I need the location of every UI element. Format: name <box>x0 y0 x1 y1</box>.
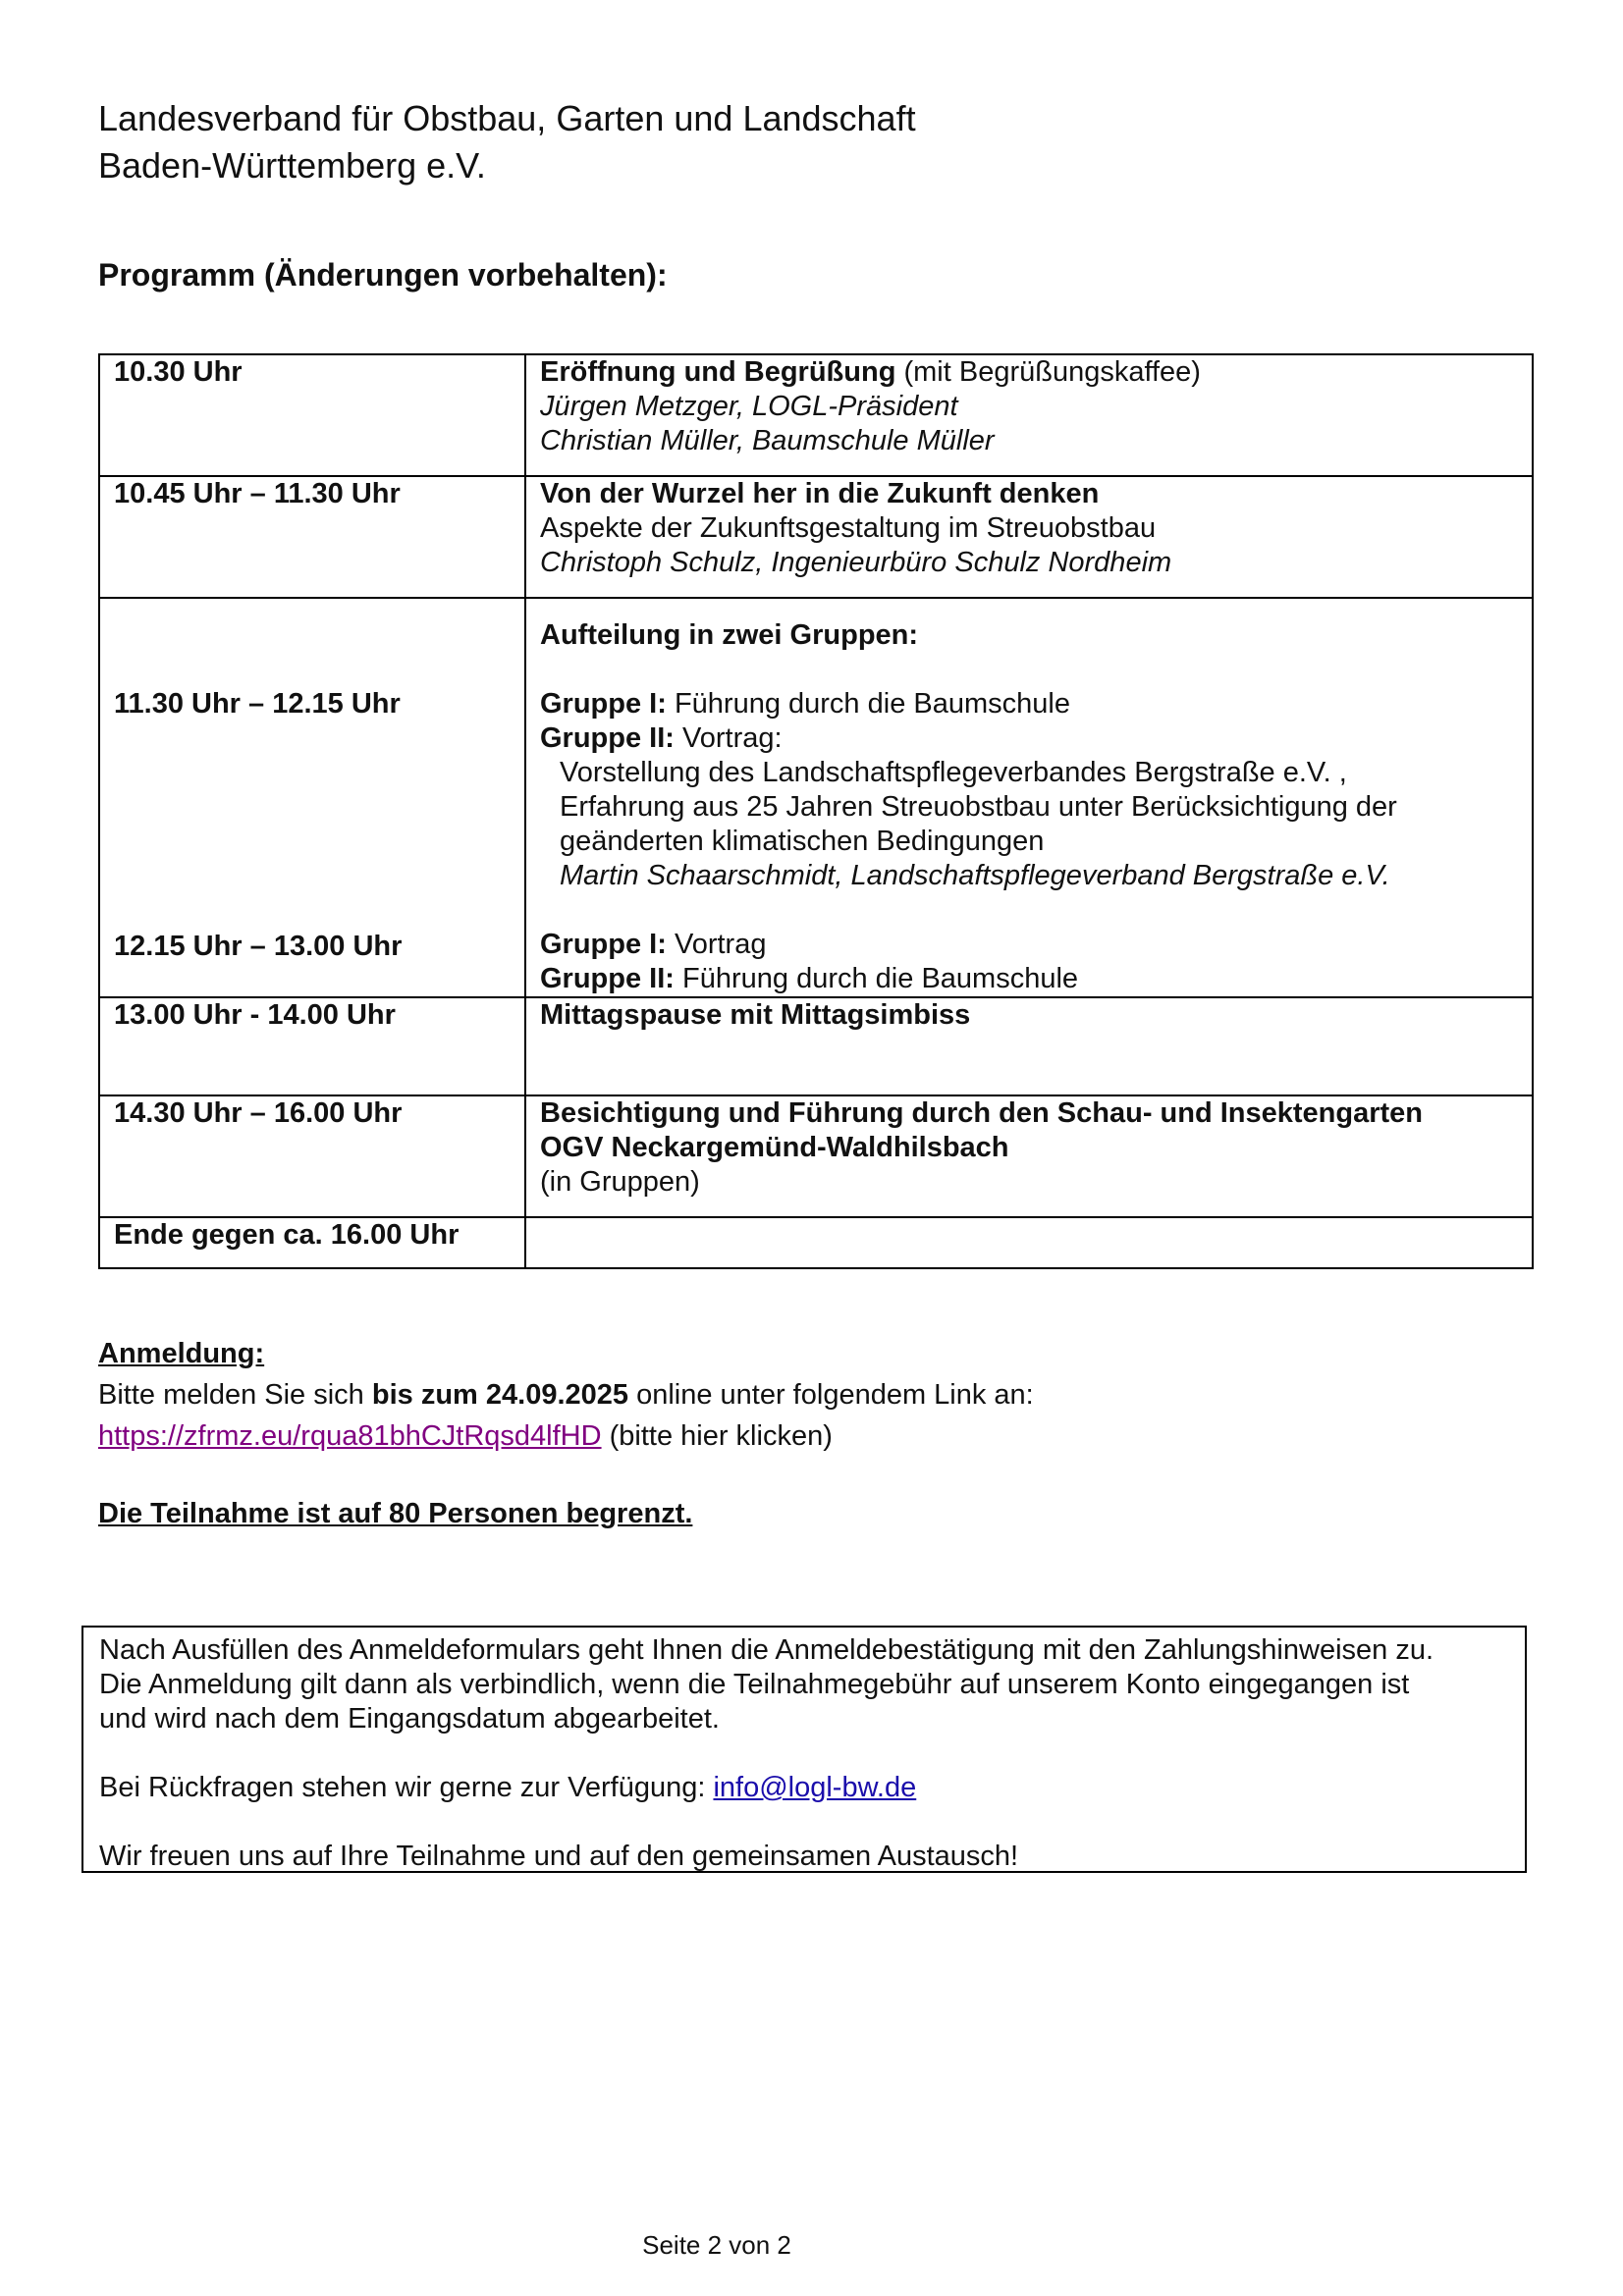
group-label: Gruppe II: <box>540 722 675 754</box>
event-location: OGV Neckargemünd-Waldhilsbach <box>540 1132 1009 1163</box>
group-label: Gruppe I: <box>540 688 667 720</box>
event-title: Mittagspause mit Mittagsimbiss <box>540 999 971 1031</box>
time-cell: 14.30 Uhr – 16.00 Uhr <box>99 1095 525 1217</box>
registration-deadline: bis zum 24.09.2025 <box>371 1379 629 1411</box>
event-title-suffix: (mit Begrüßungskaffee) <box>895 356 1201 388</box>
contact-text: Bei Rückfragen stehen wir gerne zur Verfügung: <box>99 1772 714 1803</box>
event-cell <box>525 1095 1533 1217</box>
link-note: (bitte hier klicken) <box>601 1420 833 1452</box>
instruction-text: Bitte melden Sie sich <box>98 1379 372 1411</box>
event-title: Besichtigung und Führung durch den Schau- und Insektengarten <box>540 1097 1424 1129</box>
registration-instruction <box>98 1374 1034 1415</box>
registration-title: Anmeldung: <box>98 1338 265 1369</box>
talk-description: geänderten klimatischen Bedingungen <box>560 826 1045 857</box>
info-text: Nach Ausfüllen des Anmeldeformulars geht Ihnen die Anmeldebestätigung mit den Zahlungshinweisen zu. <box>99 1634 1434 1666</box>
time-cell: 10.30 Uhr <box>99 354 525 476</box>
org-name-line2: Baden-Württemberg e.V. <box>98 145 486 186</box>
event-subtitle: Aspekte der Zukunftsgestaltung im Streuobstbau <box>540 512 1157 544</box>
speaker: Jürgen Metzger, LOGL-Präsident <box>540 391 958 422</box>
group-activity: Vortrag: <box>674 722 783 754</box>
page-number: Seite 2 von 2 <box>642 2230 791 2260</box>
table-row <box>99 1217 1533 1268</box>
time-group-a: 11.30 Uhr – 12.15 Uhr <box>114 688 401 720</box>
speaker: Christoph Schulz, Ingenieurbüro Schulz Nordheim <box>540 547 1172 578</box>
registration-section <box>98 1333 1034 1457</box>
time-cell: 10.45 Uhr – 11.30 Uhr <box>99 476 525 598</box>
table-row <box>99 354 1533 476</box>
table-row <box>99 1095 1533 1217</box>
group-activity: Führung durch die Baumschule <box>666 688 1070 720</box>
info-box <box>81 1626 1527 1873</box>
info-text: Die Anmeldung gilt dann als verbindlich, wenn die Teilnahmegebühr auf unserem Konto eingegangen ist <box>99 1669 1410 1700</box>
info-text: und wird nach dem Eingangsdatum abgearbeitet. <box>99 1703 720 1735</box>
speaker: Martin Schaarschmidt, Landschaftspflegeverband Bergstraße e.V. <box>560 860 1390 891</box>
event-cell <box>525 1217 1533 1268</box>
speaker: Christian Müller, Baumschule Müller <box>540 425 995 456</box>
closing-text: Wir freuen uns auf Ihre Teilnahme und auf den gemeinsamen Austausch! <box>99 1841 1019 1872</box>
time-cell: 13.00 Uhr - 14.00 Uhr <box>99 997 525 1095</box>
event-title: Von der Wurzel her in die Zukunft denken <box>540 478 1100 509</box>
org-name-line1: Landesverband für Obstbau, Garten und Landschaft <box>98 98 916 138</box>
event-cell <box>525 354 1533 476</box>
group-activity: Vortrag <box>666 929 767 960</box>
table-row <box>99 598 1533 997</box>
program-table <box>98 353 1534 1269</box>
instruction-text: online unter folgendem Link an: <box>628 1379 1034 1411</box>
registration-link[interactable]: https://zfrmz.eu/rqua81bhCJtRqsd4lfHD <box>98 1420 602 1452</box>
table-row <box>99 997 1533 1095</box>
time-cell <box>99 598 525 997</box>
group-label: Gruppe II: <box>540 963 675 994</box>
event-cell <box>525 997 1533 1095</box>
talk-title: Vorstellung des Landschaftspflegeverbandes Bergstraße e.V. , <box>560 757 1347 788</box>
table-row <box>99 476 1533 598</box>
event-note: (in Gruppen) <box>540 1166 700 1198</box>
event-cell <box>525 476 1533 598</box>
talk-description: Erfahrung aus 25 Jahren Streuobstbau unter Berücksichtigung der <box>560 791 1397 823</box>
event-title: Eröffnung und Begrüßung <box>540 356 896 388</box>
event-cell <box>525 598 1533 997</box>
group-activity: Führung durch die Baumschule <box>674 963 1079 994</box>
program-title: Programm (Änderungen vorbehalten): <box>98 257 668 293</box>
organization-header <box>98 95 916 189</box>
time-group-b: 12.15 Uhr – 13.00 Uhr <box>114 931 403 962</box>
participant-limit: Die Teilnahme ist auf 80 Personen begrenzt. <box>98 1498 693 1529</box>
time-cell: Ende gegen ca. 16.00 Uhr <box>99 1217 525 1268</box>
group-label: Gruppe I: <box>540 929 667 960</box>
contact-email-link[interactable]: info@logl-bw.de <box>713 1772 917 1803</box>
groups-heading: Aufteilung in zwei Gruppen: <box>540 619 919 651</box>
